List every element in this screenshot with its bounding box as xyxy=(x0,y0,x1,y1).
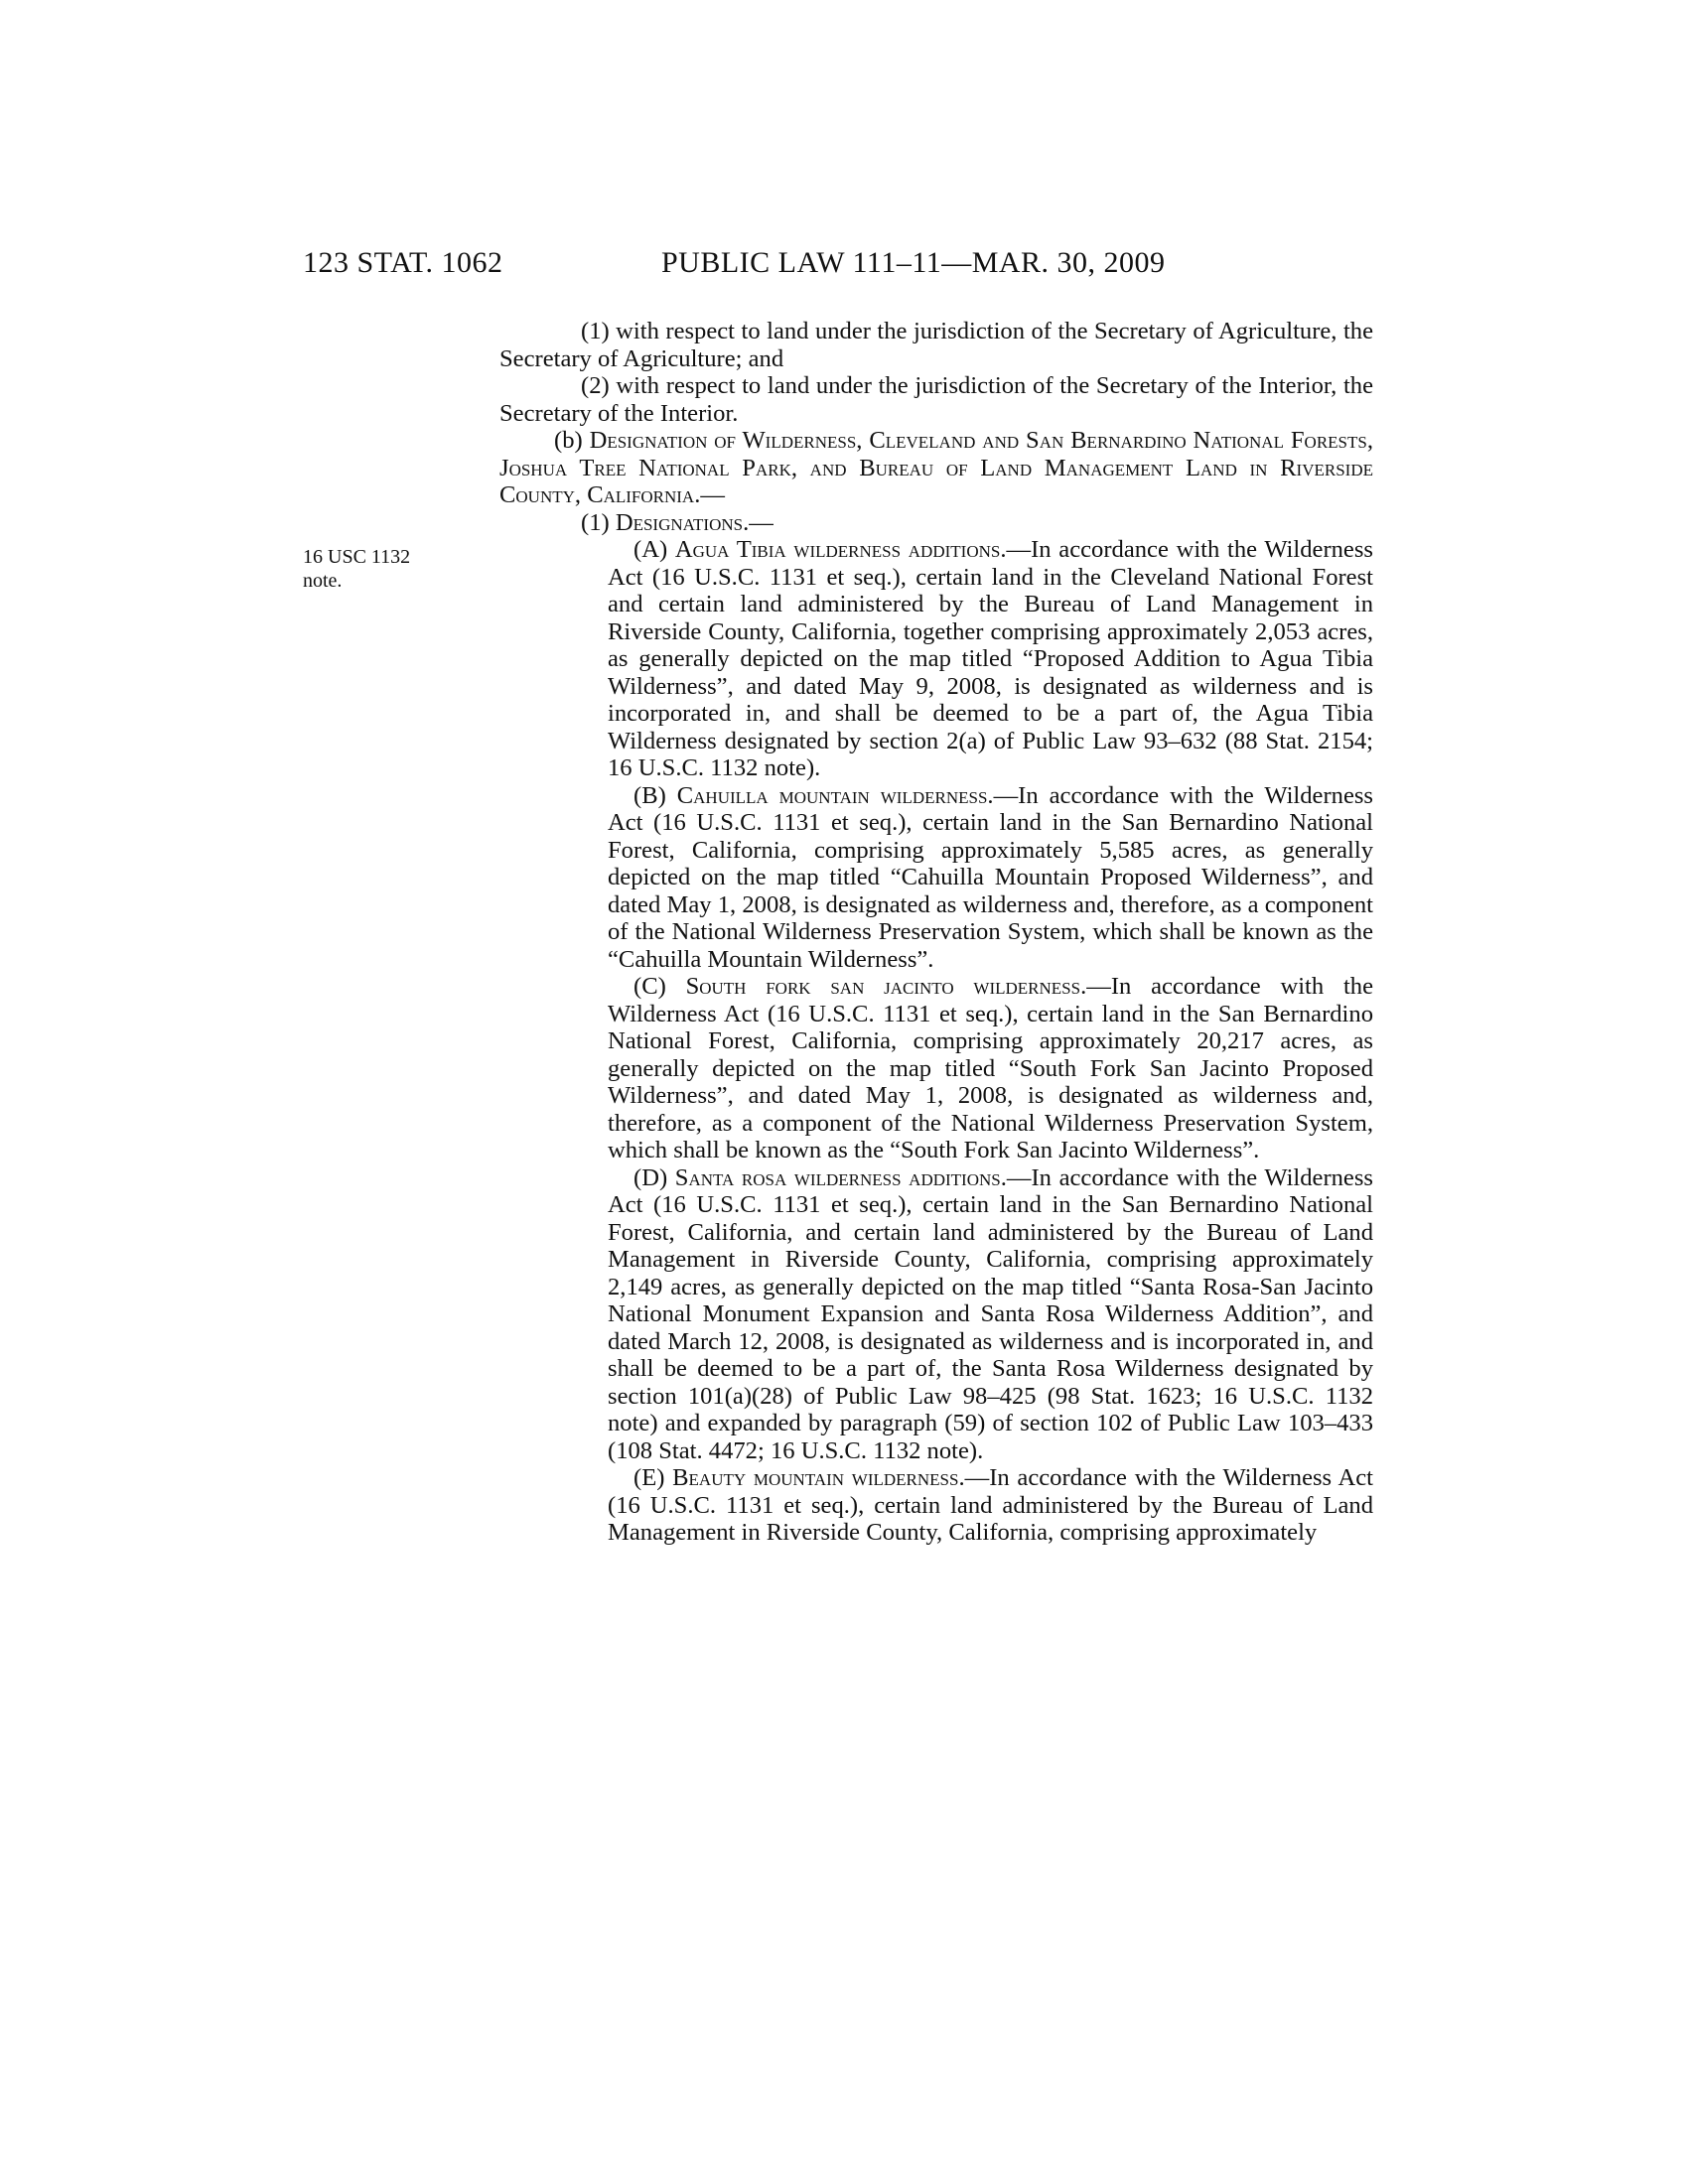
subparagraph-d xyxy=(499,1164,1373,1465)
margin-note-line-1: 16 USC 1132 xyxy=(303,546,411,568)
subparagraph-b-number: (B) xyxy=(633,781,677,809)
page-header xyxy=(0,246,1688,286)
subsection-b-dash: — xyxy=(700,481,725,508)
designations-heading-text: Designations. xyxy=(615,508,750,536)
subparagraph-a-heading: Agua Tibia wilderness additions. xyxy=(674,536,1007,563)
subparagraph-b-heading: Cahuilla mountain wilderness. xyxy=(676,781,994,809)
subsection-b-heading: Designation of Wilderness, Cleveland and San Bernardino National Forests, Joshua Tree National Park, and Bureau of Land Management Land in Riverside County, California. xyxy=(499,427,1373,508)
document-body xyxy=(499,318,1373,1547)
margin-note-line-2: note. xyxy=(303,570,343,592)
subparagraph-c-heading: South fork san jacinto wilderness. xyxy=(685,973,1087,1000)
subparagraph-a-text: —In accordance with the Wilderness Act (16 U.S.C. 1131 et seq.), certain land in the Cleveland National Forest and certain land administered by the Bureau of Land Management in Riverside County, California, together comprising approximately 2,053 acres, as generally depicted on the map titled “Proposed Addition to Agua Tibia Wilderness”, and dated May 9, 2008, is designated as wilderness and is incorporated in, and shall be deemed to be a part of, the Agua Tibia Wilderness designated by section 2(a) of Public Law 93–632 (88 Stat. 2154; 16 U.S.C. 1132 note). xyxy=(608,536,1373,781)
subparagraph-e-heading: Beauty mountain wilderness. xyxy=(672,1464,965,1491)
subparagraph-d-text: —In accordance with the Wilderness Act (16 U.S.C. 1131 et seq.), certain land in the San Bernardino National Forest, California, and certain land administered by the Bureau of Land Management in Riverside County, California, comprising approximately 2,149 acres, as generally depicted on the map titled “Santa Rosa-San Jacinto National Monument Expansion and Santa Rosa Wilderness Addition”, and dated March 12, 2008, is designated as wilderness and is incorporated in, and shall be deemed to be a part of, the Santa Rosa Wilderness designated by section 101(a)(28) of Public Law 98–425 (98 Stat. 1623; 16 U.S.C. 1132 note) and expanded by paragraph (59) of section 102 of Public Law 103–433 (108 Stat. 4472; 16 U.S.C. 1132 note). xyxy=(608,1163,1373,1464)
subparagraph-a-number: (A) xyxy=(633,536,675,563)
subparagraph-c-text: —In accordance with the Wilderness Act (16 U.S.C. 1131 et seq.), certain land in the San Bernardino National Forest, California, comprising approximately 20,217 acres, as generally depicted on the map titled “South Fork San Jacinto Proposed Wilderness”, and dated May 1, 2008, is designated as wilderness and, therefore, as a component of the National Wilderness Preservation System, which shall be known as the “South Fork San Jacinto Wilderness”. xyxy=(608,973,1373,1163)
subparagraph-e xyxy=(499,1464,1373,1547)
designations-dash: — xyxy=(749,508,774,536)
paragraph-2 xyxy=(499,372,1373,427)
subparagraph-d-heading: Santa rosa wilderness additions. xyxy=(674,1163,1007,1191)
subparagraph-c xyxy=(499,973,1373,1164)
designations-number: (1) xyxy=(581,508,616,536)
subparagraph-c-number: (C) xyxy=(633,973,686,1000)
subsection-b xyxy=(499,427,1373,509)
designations-heading xyxy=(499,509,1373,537)
paragraph-1 xyxy=(499,318,1373,372)
subsection-b-number: (b) xyxy=(554,427,590,454)
subparagraph-e-number: (E) xyxy=(633,1464,673,1491)
subparagraph-e-text: —In accordance with the Wilderness Act (16 U.S.C. 1131 et seq.), certain land administered by the Bureau of Land Management in Riverside County, California, comprising approximately xyxy=(608,1464,1374,1546)
margin-citation-note xyxy=(303,545,410,593)
subparagraph-b-text: —In accordance with the Wilderness Act (16 U.S.C. 1131 et seq.), certain land in the San Bernardino National Forest, California, comprising approximately 5,585 acres, as generally depicted on the map titled “Cahuilla Mountain Proposed Wilderness”, and dated May 1, 2008, is designated as wilderness and, therefore, as a component of the National Wilderness Preservation System, which shall be known as the “Cahuilla Mountain Wilderness”. xyxy=(608,781,1374,973)
subparagraph-a xyxy=(499,536,1373,782)
paragraph-2-text: (2) with respect to land under the jurisdiction of the Secretary of the Interior, the Secretary of the Interior. xyxy=(499,372,1373,427)
statute-page-number: 123 STAT. 1062 xyxy=(303,246,503,279)
subparagraph-d-number: (D) xyxy=(633,1163,675,1191)
paragraph-1-text: (1) with respect to land under the jurisdiction of the Secretary of Agriculture, the Secretary of Agriculture; and xyxy=(499,318,1373,372)
subparagraph-b xyxy=(499,782,1373,974)
public-law-title: PUBLIC LAW 111–11—MAR. 30, 2009 xyxy=(661,246,1166,279)
